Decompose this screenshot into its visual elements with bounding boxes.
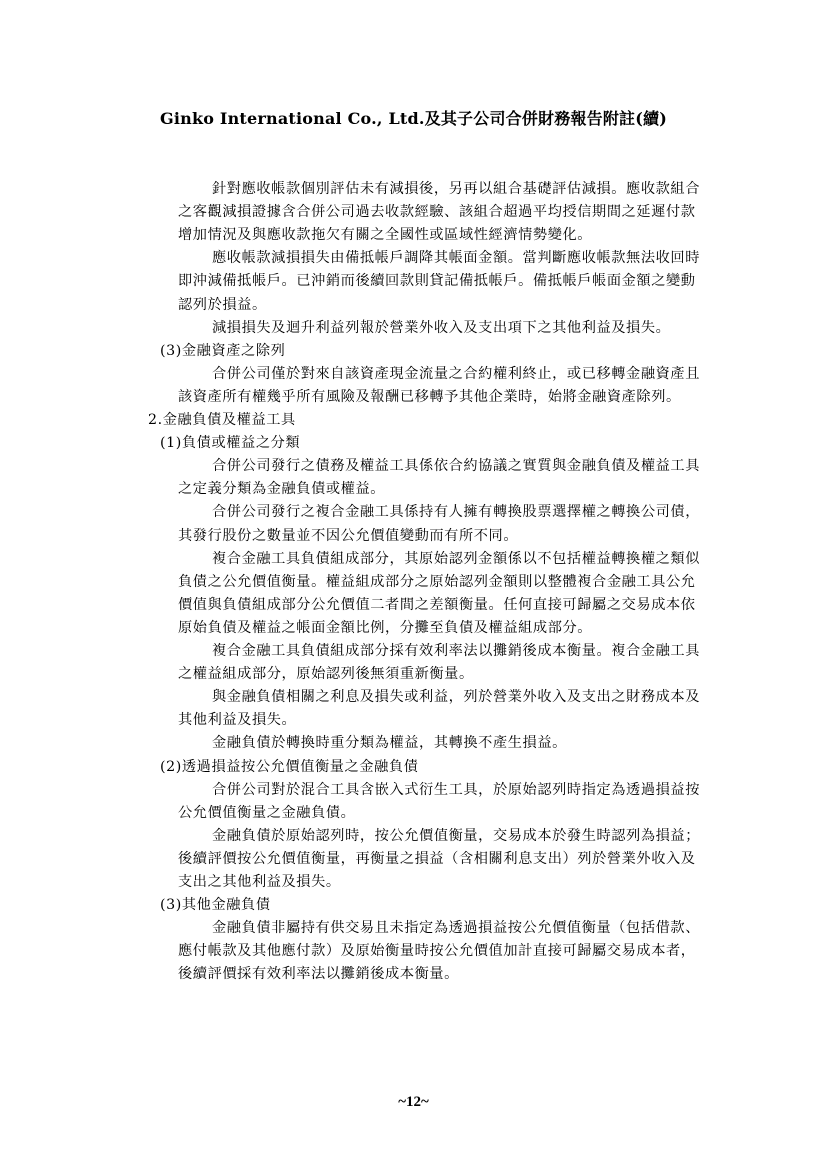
body-line: 之定義分類為金融負債或權益。 <box>178 481 386 497</box>
body-line: (2)透過損益按公允價值衡量之金融負債 <box>160 759 419 775</box>
body-line: 應付帳款及其他應付款）及原始衡量時按公允價值加計直接可歸屬交易成本者， <box>178 943 696 959</box>
body-line: 與金融負債相關之利息及損失或利益，列於營業外收入及支出之財務成本及 <box>212 689 700 705</box>
body-line: 原始負債及權益之帳面金額比例，分攤至負債及權益組成部分。 <box>178 620 593 636</box>
body-line: 其發行股份之數量並不因公允價值變動而有所不同。 <box>178 528 519 544</box>
body-line: 支出之其他利益及損失。 <box>178 874 341 890</box>
body-line: 應收帳款減損損失由備抵帳戶調降其帳面金額。當判斷應收帳款無法收回時 <box>212 250 700 266</box>
body-line: 合併公司發行之債務及權益工具係依合約協議之實質與金融負債及權益工具 <box>212 458 700 474</box>
body-line: 合併公司發行之複合金融工具係持有人擁有轉換股票選擇權之轉換公司債， <box>212 504 700 520</box>
body-line: 金融負債於原始認列時，按公允價值衡量，交易成本於發生時認列為損益； <box>212 828 700 844</box>
body-line: 公允價值衡量之金融負債。 <box>178 805 356 821</box>
page-number: ~12~ <box>398 1094 429 1110</box>
body-line: 後續評價採有效利率法以攤銷後成本衡量。 <box>178 966 459 982</box>
body-line: 增加情況及與應收款拖欠有關之全國性或區域性經濟情勢變化。 <box>178 227 593 243</box>
body-line: (3)其他金融負債 <box>160 897 271 913</box>
body-line: 金融負債於轉換時重分類為權益，其轉換不產生損益。 <box>212 735 567 751</box>
page-title: Ginko International Co., Ltd.及其子公司合併財務報告附註(續) <box>160 109 667 128</box>
body-line: (1)負債或權益之分類 <box>160 435 301 451</box>
body-line: 針對應收帳款個別評估未有減損後，另再以組合基礎評估減損。應收款組合 <box>212 181 700 197</box>
body-line: 其他利益及損失。 <box>178 712 297 728</box>
body-line: 複合金融工具負債組成部分，其原始認列金額係以不包括權益轉換權之類似 <box>212 551 700 567</box>
body-line: 金融負債非屬持有供交易且未指定為透過損益按公允價值衡量（包括借款、 <box>212 920 700 936</box>
body-line: (3)金融資產之除列 <box>160 343 286 359</box>
body-line: 2.金融負債及權益工具 <box>148 412 296 428</box>
body-line: 複合金融工具負債組成部分採有效利率法以攤銷後成本衡量。複合金融工具 <box>212 643 700 659</box>
body-line: 合併公司對於混合工具含嵌入式衍生工具，於原始認列時指定為透過損益按 <box>212 782 700 798</box>
body-line: 即沖減備抵帳戶。已沖銷而後續回款則貸記備抵帳戶。備抵帳戶帳面金額之變動 <box>178 273 696 289</box>
body-line: 該資產所有權幾乎所有風險及報酬已移轉予其他企業時，始將金融資產除列。 <box>178 389 681 405</box>
body-line: 負債之公允價值衡量。權益組成部分之原始認列金額則以整體複合金融工具公允 <box>178 574 696 590</box>
body-line: 之權益組成部分，原始認列後無須重新衡量。 <box>178 666 474 682</box>
body-line: 認列於損益。 <box>178 297 267 313</box>
body-line: 之客觀減損證據含合併公司過去收款經驗、該組合超過平均授信期間之延遲付款 <box>178 204 696 220</box>
body-line: 合併公司僅於對來自該資產現金流量之合約權利終止，或已移轉金融資產且 <box>212 366 700 382</box>
body-line: 減損損失及迴升利益列報於營業外收入及支出項下之其他利益及損失。 <box>212 320 671 336</box>
body-line: 價值與負債組成部分公允價值二者間之差額衡量。任何直接可歸屬之交易成本依 <box>178 597 696 613</box>
body-line: 後續評價按公允價值衡量，再衡量之損益（含相關利息支出）列於營業外收入及 <box>178 851 696 867</box>
